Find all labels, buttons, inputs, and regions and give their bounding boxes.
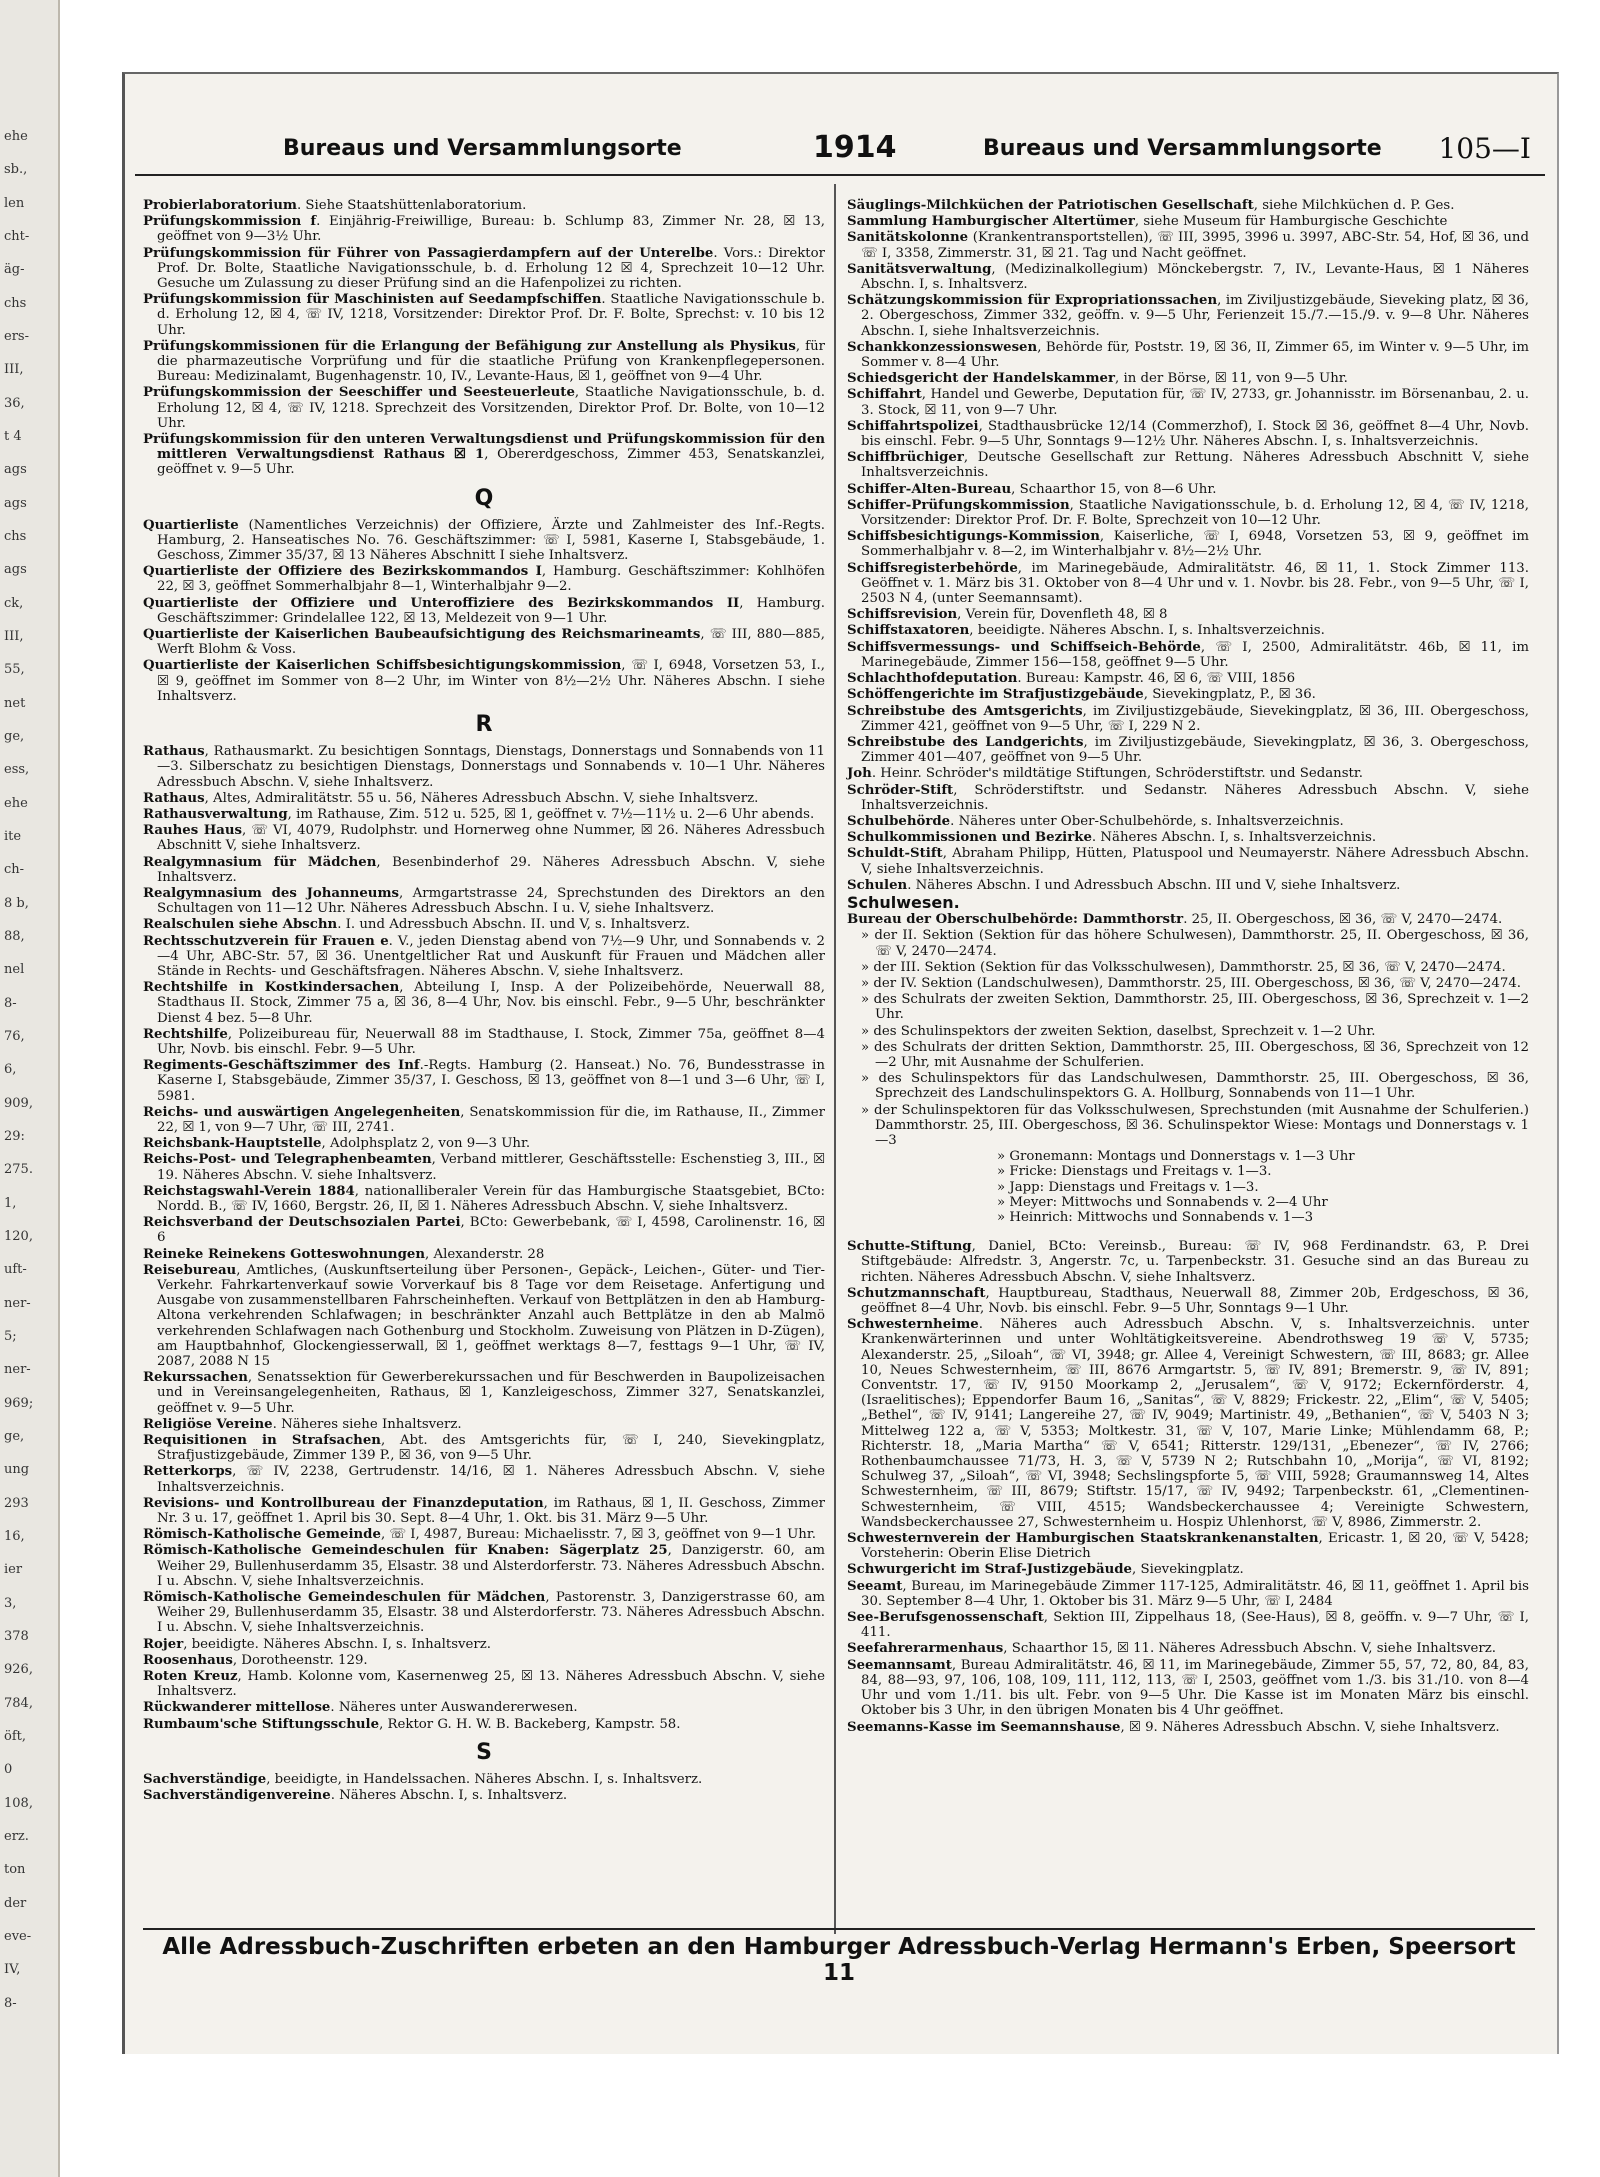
- directory-entry: Schwesternheime. Näheres auch Adressbuch Abschn. V, s. Inhaltsverzeichnis. unter Krankenwärterinnen und unter Wohltätigkeitsvereine. Abendrothsweg 19 ☏ V, 5735; Alexanderstr. 25, „Siloah“, ☏ VI, 3948; gr. Allee 4, Vereinigt Schwestern, ☏ III, 8683; gr. Allee 10, Neues Schwesternheim, ☏ III, 8676 Armgartstr. 5, ☏ IV, 891; Bremerstr. 9, ☏ IV, 891; Conventstr. 17, ☏ IV, 9150 Moorkamp 2, „Jerusalem“, ☏ V, 9172; Eckernförderstr. 4, (Israelitisches); Eppendorfer Baum 16, „Sanitas“, ☏ V, 8829; Frickestr. 22, „Elim“, ☏ V, 5405; „Bethel“, ☏ IV, 9141; Langereihe 27, ☏ IV, 9049; Martinistr. 49, „Bethanien“, ☏ V, 5403 N 3; Mittelweg 122 a, ☏ V, 5353; Moltkestr. 31, ☏ V, 107, Marie Linke; Mühlendamm 68, P.; Richterstr. 18, „Maria Martha“ ☏ V, 6541; Ritterstr. 129/131, „Ebenezer“, ☏ IV, 2766; Rothenbaumchaussee 71/73, H. 3, ☏ V, 5739 N 2; Rutschbahn 10, „Morija“, ☏ VI, 8192; Schulweg 37, „Siloah“, ☏ VI, 3948; Sechslingspforte 5, ☏ VIII, 5928; Graumannsweg 14, Altes Schwesternheim, ☏ III, 8679; Stiftstr. 15/17, ☏ IV, 9492; Tarpenbeckstr. 61, „Clementinen-Schwesternheim, ☏ VIII, 4515; Wandsbeckerchaussee 4; Vereinigte Schwestern, Wandsbeckerchaussee 27, Schwesternheim u. Hospiz Uhlenhorst, ☏ V, 8986, Zimmerstr. 2.: [847, 1317, 1529, 1530]
- directory-entry: Schiffahrt, Handel und Gewerbe, Deputation für, ☏ IV, 2733, gr. Johannisstr. im Börsenanbau, 2. u. 3. Stock, ☒ 11, von 9—7 Uhr.: [847, 387, 1529, 418]
- directory-entry: Schreibstube des Amtsgerichts, im Ziviljustizgebäude, Sievekingplatz, ☒ 36, III. Obergeschoss, Zimmer 421, geöffnet von 9—5 Uhr, ☏ I, 229 N 2.: [847, 703, 1529, 734]
- margin-fragment: 108,: [4, 1795, 33, 1811]
- margin-fragment: 8-: [4, 995, 17, 1011]
- margin-fragment: chs: [4, 529, 27, 544]
- directory-entry: Schiffahrtspolizei, Stadthausbrücke 12/14 (Commerzhof), I. Stock ☒ 36, geöffnet 8—4 Uhr, Novb. bis einschl. Febr. 9—5 Uhr, Sonntags 9—12½ Uhr. Näheres Abschn. I, s. Inhaltsverzeichnis.: [847, 418, 1529, 450]
- directory-entry: Römisch-Katholische Gemeinde, ☏ I, 4987, Bureau: Michaelisstr. 7, ☒ 3, geöffnet von 9—1 Uhr.: [143, 1527, 816, 1543]
- spacer: [847, 1225, 1529, 1239]
- directory-entry: Schiedsgericht der Handelskammer, in der Börse, ☒ 11, von 9—5 Uhr.: [847, 371, 1348, 387]
- margin-fragment: 909,: [4, 1095, 33, 1111]
- directory-entry: Retterkorps, ☏ IV, 2238, Gertrudenstr. 14/16, ☒ 1. Näheres Adressbuch Abschn. V, siehe Inhaltsverzeichnis.: [143, 1464, 825, 1495]
- margin-fragment: 293: [4, 1495, 29, 1511]
- margin-fragment: der: [4, 1895, 27, 1911]
- footer-advertisement: Alle Adressbuch-Zuschriften erbeten an den Hamburger Adressbuch-Verlag Hermann's Erben, Speersort 11: [143, 1928, 1535, 1986]
- page-number: 105—I: [1438, 132, 1531, 165]
- directory-entry: Schulbehörde. Näheres unter Ober-Schulbehörde, s. Inhaltsverzeichnis.: [847, 813, 1344, 829]
- directory-subentry: » des Schulrats der zweiten Sektion, Dammthorstr. 25, III. Obergeschoss, ☒ 36, Sprechzeit v. 1—2 Uhr.: [861, 992, 1529, 1023]
- directory-entry: Schuldt-Stift, Abraham Philipp, Hütten, Platuspool und Neumayerstr. Nähere Adressbuch Abschn. V, siehe Inhaltsverzeichnis.: [847, 846, 1529, 877]
- margin-fragment: ge,: [4, 1429, 25, 1444]
- margin-fragment: ton: [4, 1862, 26, 1878]
- section-letter: R: [475, 712, 493, 738]
- directory-entry: Prüfungskommission für Maschinisten auf Seedampfschiffen. Staatliche Navigationsschule b. d. Erholung 12, ☒ 4, ☏ IV, 1218, Vorsitzender: Direktor Prof. Dr. F. Bolte, Sprechst: v. 10 bis 12 Uhr.: [143, 292, 825, 338]
- directory-entry: Schulen. Näheres Abschn. I und Adressbuch Abschn. III und V, siehe Inhaltsverz.: [847, 877, 1401, 893]
- directory-subentry: » der Schulinspektoren für das Volksschulwesen, Sprechstunden (mit Ausnahme der Schulferien.) Dammthorstr. 25, III. Obergeschoss, ☒ 36. Schulinspektor Wiese: Montags und Donnerstags v. 1—3: [861, 1102, 1529, 1148]
- directory-entry: Schiffstaxatoren, beeidigte. Näheres Abschn. I, s. Inhaltsverzeichnis.: [847, 623, 1325, 639]
- directory-entry: Rathaus, Rathausmarkt. Zu besichtigen Sonntags, Dienstags, Donnerstags und Sonnabends von 11—3. Silberschatz zu besichtigen Dienstags, Donnerstags und Sonnabends v. 10—1 Uhr. Näheres Adressbuch Abschn. V, siehe Inhaltsverz.: [143, 744, 825, 790]
- directory-entry: Rojer, beeidigte. Näheres Abschn. I, s. Inhaltsverz.: [143, 1636, 492, 1652]
- directory-entry: Römisch-Katholische Gemeindeschulen für Mädchen, Pastorenstr. 3, Danzigerstrasse 60, am Weiher 29, Bullenhuserdamm 35, Elsastr. 38 und Alsterdorferstr. 73. Näheres Adressbuch Abschn. I u. Abschn. V, siehe Inhaltsverzeichnis.: [143, 1590, 825, 1636]
- directory-entry: Schreibstube des Landgerichts, im Ziviljustizgebäude, Sievekingplatz, ☒ 36, 3. Obergeschoss, Zimmer 401—407, geöffnet von 9—5 Uhr.: [847, 734, 1529, 766]
- running-head-year: 1914: [813, 130, 897, 165]
- margin-fragment: ite: [4, 829, 22, 844]
- margin-fragment: nel: [4, 962, 25, 978]
- directory-entry: Regiments-Geschäftszimmer des Inf.-Regts. Hamburg (2. Hanseat.) No. 76, Bundesstrasse in Kaserne I, Stabsgebäude, Zimmer 35/37, I. Geschoss, ☒ 13, geöffnet von 8—1 und 3—6 Uhr, ☏ I, 5981.: [143, 1058, 825, 1104]
- directory-entry: Prüfungskommission für den unteren Verwaltungsdienst und Prüfungskommission für den mittleren Verwaltungsdienst Rathaus ☒ 1, Obererdgeschoss, Zimmer 453, Senatskanzlei, geöffnet v. 9—5 Uhr.: [143, 432, 826, 478]
- directory-entry: Quartierliste der Kaiserlichen Schiffsbesichtigungskommission, ☏ I, 6948, Vorsetzen 53, I., ☒ 9, geöffnet im Sommer von 8—2 Uhr, im Winter von 8½—2½ Uhr. Näheres Abschn. I siehe Inhaltsverz.: [143, 658, 825, 704]
- directory-entry: Reisebureau, Amtliches, (Auskunftserteilung über Personen-, Gepäck-, Leichen-, Güter- und Tier-Verkehr. Fahrkartenverkauf sowie Vorverkauf bis 8 Tage vor dem Reisetage. Anfertigung und Ausgabe von zusammenstellbaren Fahrscheinheften. Verkauf von Bettplätzen in den ab Hamburg-Altona verkehrenden Schlafwagen; in beschränkter Anzahl auch Bettplätze in den ab Malmö verkehrenden Schlafwagen nach Gothenburg und Stockholm. Zuweisung von Plätzen in D-Zügen), am Hauptbahnhof, Glockengiesserwall, ☒ 1, geöffnet werktags 8—7, festtags 9—1 Uhr, ☏ IV, 2087, 2088 N 15: [143, 1262, 825, 1370]
- margin-fragment: 55,: [4, 662, 25, 678]
- directory-entry: Schutzmannschaft, Hauptbureau, Stadthaus, Neuerwall 88, Zimmer 20b, Erdgeschoss, ☒ 36, geöffnet 8—4 Uhr, Novb. bis einschl. Febr. 9—5 Uhr, Sonntags 9—1 Uhr.: [847, 1285, 1529, 1317]
- directory-entry: Schiffsrevision, Verein für, Dovenfleth 48, ☒ 8: [847, 607, 1168, 623]
- margin-fragment: 3,: [4, 1595, 17, 1611]
- directory-entry: Quartierliste (Namentliches Verzeichnis) der Offiziere, Ärzte und Zahlmeister des Inf.-Regts. Hamburg, 2. Hanseatisches No. 76. Geschäftszimmer: ☏ I, 5981, Kaserne I, Stabsgebäude, 1. Geschoss, Zimmer 35/37, ☒ 13 Näheres Abschnitt I siehe Inhaltsverz.: [143, 517, 825, 564]
- directory-entry: Sachverständigenvereine. Näheres Abschn. I, s. Inhaltsverz.: [143, 1788, 568, 1804]
- directory-entry: Rechtsschutzverein für Frauen e. V., jeden Dienstag abend von 7½—9 Uhr, und Sonnabends v. 2—4 Uhr, ABC-Str. 57, ☒ 36. Unentgeltlicher Rat und Auskunft für Frauen und Mädchen aller Stände in Rechts- und Geschäftsfragen. Näheres Abschn. V, siehe Inhaltsverz.: [143, 933, 825, 979]
- directory-entry: Realschulen siehe Abschn. I. und Adressbuch Abschn. II. und V, s. Inhaltsverz.: [143, 917, 691, 933]
- directory-entry: Prüfungskommission der Seeschiffer und Seesteuerleute, Staatliche Navigationsschule, b. d. Erholung 12, ☒ 4, ☏ IV, 1218. Sprechzeit des Vorsitzenden, Direktor Prof. Dr. Bolte, von 10—12 Uhr.: [143, 385, 826, 431]
- running-head: [143, 130, 1535, 176]
- margin-fragment: ge,: [4, 729, 25, 744]
- margin-fragment: äg-: [4, 262, 25, 278]
- inspector-hours: » Fricke: Dienstags und Freitags v. 1—3.: [997, 1164, 1272, 1180]
- directory-entry: Bureau der Oberschulbehörde: Dammthorstr. 25, II. Obergeschoss, ☒ 36, ☏ V, 2470—2474.: [847, 912, 1503, 928]
- adjacent-page-edge: [0, 0, 60, 2177]
- directory-entry: Schöffengerichte im Strafjustizgebäude, Sievekingplatz, P., ☒ 36.: [847, 687, 1316, 703]
- inspector-hours: » Meyer: Mittwochs und Sonnabends v. 2—4 Uhr: [997, 1194, 1328, 1210]
- inspector-hours: » Gronemann: Montags und Donnerstags v. 1—3 Uhr: [997, 1149, 1355, 1165]
- directory-entry: See-Berufsgenossenschaft, Sektion III, Zippelhaus 18, (See-Haus), ☒ 8, geöffn. v. 9—7 Uhr, ☏ I, 411.: [847, 1610, 1529, 1641]
- margin-fragment: ner-: [4, 1295, 31, 1311]
- directory-entry: Schiffsbesichtigungs-Kommission, Kaiserliche, ☏ I, 6948, Vorsetzen 53, ☒ 9, geöffnet im Sommerhalbjahr v. 8—2, im Winterhalbjahr v. 8½—2½ Uhr.: [847, 529, 1529, 560]
- directory-entry: Probierlaboratorium. Siehe Staatshüttenlaboratorium.: [143, 198, 527, 213]
- margin-fragment: 120,: [4, 1229, 33, 1244]
- directory-subentry: » der III. Sektion (Sektion für das Volksschulwesen), Dammthorstr. 25, ☒ 36, ☏ V, 2470—2474.: [861, 959, 1506, 975]
- directory-entry: Roosenhaus, Dorotheenstr. 129.: [143, 1652, 368, 1668]
- margin-fragment: cht-: [4, 229, 30, 244]
- margin-fragment: chs: [4, 295, 27, 311]
- directory-entry: Sanitätskolonne (Krankentransportstellen), ☏ III, 3995, 3996 u. 3997, ABC-Str. 54, Hof, ☒ 36, und ☏ I, 3358, Zimmerstr. 31, ☒ 21. Tag und Nacht geöffnet.: [847, 230, 1530, 261]
- margin-fragment: ess,: [4, 762, 30, 778]
- inspector-hours: » Japp: Dienstags und Freitags v. 1—3.: [997, 1179, 1259, 1195]
- margin-fragment: eve-: [4, 1929, 32, 1944]
- directory-entry: Rumbaum'sche Stiftungsschule, Rektor G. H. W. B. Backeberg, Kampstr. 58.: [143, 1716, 681, 1732]
- directory-entry: Rathaus, Altes, Admiralitätstr. 55 u. 56, Näheres Adressbuch Abschn. V, siehe Inhaltsverz.: [143, 790, 759, 806]
- running-head-right: Bureaus und Versammlungsorte: [983, 136, 1382, 161]
- margin-fragment: 88,: [4, 929, 25, 944]
- margin-fragment: ags: [4, 562, 27, 578]
- margin-fragment: t 4: [4, 429, 22, 444]
- directory-entry: Schröder-Stift, Schröderstiftstr. und Sedanstr. Näheres Adressbuch Abschn. V, siehe Inhaltsverzeichnis.: [847, 782, 1529, 813]
- directory-subentry: » des Schulinspektors der zweiten Sektion, daselbst, Sprechzeit v. 1—2 Uhr.: [861, 1023, 1376, 1039]
- margin-fragment: IV,: [4, 1962, 21, 1978]
- margin-fragment: 275.: [4, 1162, 33, 1178]
- directory-entry: Schankkonzessionswesen, Behörde für, Poststr. 19, ☒ 36, II, Zimmer 65, im Winter v. 9—5 Uhr, im Sommer v. 8—4 Uhr.: [847, 339, 1529, 371]
- directory-entry: Schiffer-Alten-Bureau, Schaarthor 15, von 8—6 Uhr.: [847, 481, 1217, 497]
- directory-entry: Schätzungskommission für Expropriationssachen, im Ziviljustizgebäude, Sieveking platz, ☒ 36, 2. Obergeschoss, Zimmer 332, geöffn. v. 9—5 Uhr, Ferienzeit 15./7.—15./9. v. 9—8 Uhr. Näheres Abschn. I, siehe Inhaltsverzeichnis.: [847, 293, 1529, 339]
- margin-fragment: 8-: [4, 1995, 17, 2011]
- directory-subentry: » der IV. Sektion (Landschulwesen), Dammthorstr. 25, III. Obergeschoss, ☒ 36, ☏ V, 2470—2474.: [861, 975, 1521, 991]
- margin-fragment: ier: [4, 1562, 23, 1578]
- margin-fragment: 784,: [4, 1695, 33, 1711]
- directory-entry: Sammlung Hamburgischer Altertümer, siehe Museum für Hamburgische Geschichte: [847, 214, 1448, 230]
- directory-entry: Sanitätsverwaltung, (Medizinalkollegium) Mönckebergstr. 7, IV., Levante-Haus, ☒ 1 Näheres Abschn. I, s. Inhaltsverz.: [847, 261, 1529, 293]
- left-column: [143, 198, 825, 1804]
- margin-fragment: 29:: [4, 1129, 25, 1144]
- section-heading: Schulwesen.: [847, 892, 960, 912]
- margin-fragment: ehe: [4, 129, 28, 144]
- directory-entry: Schiffsregisterbehörde, im Marinegebäude, Admiralitätstr. 46, ☒ 11, 1. Stock Zimmer 113. Geöffnet v. 1. März bis 31. Oktober von 8—4 Uhr und v. 1. Novbr. bis 28. Febr., von 9—5 Uhr, ☏ I, 2503 N 4, (unter Seemannsamt).: [847, 560, 1529, 607]
- directory-entry: Prüfungskommission für Führer von Passagierdampfern auf der Unterelbe. Vors.: Direktor Prof. Dr. Bolte, Staatliche Navigationsschule, b. d. Erholung 12 ☒ 4, Sprechzeit 10—12 Uhr. Gesuche um Zulassung zu dieser Prüfung sind an die Hafenpolizei zu richten.: [143, 245, 825, 292]
- margin-fragment: ehe: [4, 795, 28, 811]
- margin-fragment: uft-: [4, 1262, 27, 1278]
- margin-fragment: 1,: [4, 1195, 17, 1211]
- margin-fragment: 378: [4, 1629, 29, 1644]
- margin-fragment: 969;: [4, 1395, 34, 1411]
- directory-entry: Quartierliste der Offiziere des Bezirkskommandos I, Hamburg. Geschäftszimmer: Kohlhöfen 22, ☒ 3, geöffnet Sommerhalbjahr 8—1, Winterhalbjahr 9—2.: [143, 564, 825, 595]
- directory-entry: Reineke Reinekens Gotteswohnungen, Alexanderstr. 28: [143, 1246, 545, 1262]
- directory-subentry: » des Schulrats der dritten Sektion, Dammthorstr. 25, III. Obergeschoss, ☒ 36, Sprechzeit von 12—2 Uhr, mit Ausnahme der Schulferien.: [861, 1039, 1529, 1070]
- directory-entry: Seemanns-Kasse im Seemannshause, ☒ 9. Näheres Adressbuch Abschn. V, siehe Inhaltsverz.: [847, 1719, 1500, 1735]
- margin-fragment: 16,: [4, 1529, 25, 1544]
- directory-entry: Schiffsvermessungs- und Schiffseich-Behörde, ☏ I, 2500, Admiralitätstr. 46b, ☒ 11, im Marinegebäude, Zimmer 156—158, geöffnet 9—5 Uhr.: [847, 639, 1529, 670]
- directory-entry: Roten Kreuz, Hamb. Kolonne vom, Kasernenweg 25, ☒ 13. Näheres Adressbuch Abschn. V, siehe Inhaltsverz.: [143, 1669, 825, 1700]
- directory-entry: Römisch-Katholische Gemeindeschulen für Knaben: Sägerplatz 25, Danzigerstr. 60, am Weiher 29, Bullenhuserdamm 35, Elsastr. 38 und Alsterdorferstr. 73. Näheres Adressbuch Abschn. I u. Abschn. V, siehe Inhaltsverzeichnis.: [143, 1543, 825, 1589]
- margin-fragment: ch-: [4, 862, 25, 878]
- directory-entry: Realgymnasium für Mädchen, Besenbinderhof 29. Näheres Adressbuch Abschn. V, siehe Inhaltsverz.: [143, 854, 825, 885]
- margin-fragment: ags: [4, 495, 27, 511]
- directory-entry: Prüfungskommissionen für die Erlangung der Befähigung zur Anstellung als Physikus, für die pharmazeutische Vorprüfung und für die staatliche Prüfung von Krankenpflegepersonen. Bureau: Medizinalamt, Bugenhagenstr. 10, IV., Levante-Haus, ☒ 1, geöffnet von 9—4 Uhr.: [143, 338, 826, 385]
- directory-entry: Rechtshilfe in Kostkindersachen, Abteilung I, Insp. A der Polizeibehörde, Neuerwall 88, Stadthaus II. Stock, Zimmer 75 a, ☒ 36, 8—4 Uhr, Nov. bis einschl. Febr., 9—5 Uhr, beschränkter Dienst 4 bez. 5—8 Uhr.: [143, 980, 825, 1026]
- directory-entry: Sachverständige, beeidigte, in Handelssachen. Näheres Abschn. I, s. Inhaltsverz.: [143, 1771, 703, 1787]
- directory-entry: Rekurssachen, Senatssektion für Gewerberekurssachen und für Beschwerden in Baupolizeisachen und in Vereinsangelegenheiten, Rathaus, ☒ 1, Kanzleigeschoss, Zimmer 327, Senatskanzlei, geöffnet v. 9—5 Uhr.: [143, 1370, 825, 1416]
- directory-entry: Schlachthofdeputation. Bureau: Kampstr. 46, ☒ 6, ☏ VIII, 1856: [847, 671, 1296, 687]
- directory-subentry: » der II. Sektion (Sektion für das höhere Schulwesen), Dammthorstr. 25, II. Obergeschoss, ☒ 36, ☏ V, 2470—2474.: [861, 928, 1529, 959]
- directory-entry: Quartierliste der Offiziere und Unteroffiziere des Bezirkskommandos II, Hamburg. Geschäftszimmer: Grindelallee 122, ☒ 13, Meldezeit von 9—1 Uhr.: [143, 595, 825, 626]
- directory-entry: Seefahrerarmenhaus, Schaarthor 15, ☒ 11. Näheres Adressbuch Abschn. V, siehe Inhaltsverz.: [847, 1641, 1497, 1657]
- section-letter: Q: [474, 485, 494, 511]
- section-letter: S: [476, 1739, 492, 1765]
- inspector-hours: » Heinrich: Mittwochs und Sonnabends v. 1—3: [997, 1210, 1314, 1225]
- page: [122, 72, 1559, 2054]
- margin-fragment: ck,: [4, 595, 24, 611]
- directory-entry: Säuglings-Milchküchen der Patriotischen Gesellschaft, siehe Milchküchen d. P. Ges.: [847, 198, 1455, 213]
- margin-fragment: öft,: [4, 1729, 26, 1744]
- margin-fragment: ags: [4, 462, 27, 478]
- directory-entry: Reichs- und auswärtigen Angelegenheiten, Senatskommission für die, im Rathause, II., Zimmer 22, ☒ 1, von 9—7 Uhr, ☏ III, 2741.: [143, 1104, 825, 1135]
- margin-fragment: ner-: [4, 1362, 31, 1378]
- directory-entry: Reichsverband der Deutschsozialen Partei, BCto: Gewerbebank, ☏ I, 4598, Carolinenstr. 16, ☒ 6: [143, 1215, 825, 1246]
- directory-entry: Schutte-Stiftung, Daniel, BCto: Vereinsb., Bureau: ☏ IV, 968 Ferdinandstr. 63, P. Drei Stiftgebäude: Alfredstr. 3, Angerstr. 7c, u. Tarpenbeckstr. 31. Gesuche sind an das Bureau zu richten. Näheres Adressbuch Abschn. V, siehe Inhaltsverz.: [847, 1239, 1529, 1285]
- margin-fragment: ung: [4, 1462, 30, 1478]
- directory-entry: Reichs-Post- und Telegraphenbeamten, Verband mittlerer, Geschäftsstelle: Eschenstieg 3, III., ☒ 19. Näheres Abschn. V. siehe Inhaltsverz.: [143, 1152, 825, 1183]
- directory-entry: Schwurgericht im Straf-Justizgebäude, Sievekingplatz.: [847, 1562, 1244, 1578]
- margin-fragment: III,: [4, 629, 24, 644]
- directory-entry: Religiöse Vereine. Näheres siehe Inhaltsverz.: [143, 1416, 462, 1432]
- directory-entry: Requisitionen in Strafsachen, Abt. des Amtsgerichts für, ☏ I, 240, Sievekingplatz, Strafjustizgebäude, Zimmer 139 P., ☒ 36, von 9—5 Uhr.: [143, 1433, 825, 1464]
- margin-fragment: 36,: [4, 395, 25, 411]
- directory-entry: Joh. Heinr. Schröder's mildtätige Stiftungen, Schröderstiftstr. und Sedanstr.: [847, 766, 1363, 782]
- margin-fragment: erz.: [4, 1829, 29, 1844]
- margin-fragment: ers-: [4, 329, 29, 344]
- directory-entry: Seemannsamt, Bureau Admiralitätstr. 46, ☒ 11, im Marinegebäude, Zimmer 55, 57, 72, 80, 84, 83, 84, 88—93, 97, 106, 108, 109, 111, 112, 113, ☏ I, 2503, geöffnet vom 1./3. bis 31./10. von 8—4 Uhr und vom 1./11. bis ult. Febr. von 9—5 Uhr. Die Kasse ist im Monaten März bis einschl. Oktober bis 3 Uhr, in den übrigen Monaten bis 4 Uhr geöffnet.: [847, 1657, 1529, 1719]
- directory-entry: Schwesternverein der Hamburgischen Staatskrankenanstalten, Ericastr. 1, ☒ 20, ☏ V, 5428; Vorsteherin: Oberin Elise Dietrich: [847, 1531, 1530, 1562]
- directory-entry: Seeamt, Bureau, im Marinegebäude Zimmer 117-125, Admiralitätstr. 46, ☒ 11, geöffnet 1. April bis 30. September 8—4 Uhr, 1. Oktober bis 31. März 9—5 Uhr, ☏ I, 2484: [847, 1578, 1529, 1609]
- directory-entry: Realgymnasium des Johanneums, Armgartstrasse 24, Sprechstunden des Direktors an den Schultagen von 11—12 Uhr. Näheres Adressbuch Abschn. I u. V, siehe Inhaltsverz.: [143, 885, 825, 917]
- margin-fragment: sb.,: [4, 162, 28, 178]
- directory-entry: Schiffer-Prüfungskommission, Staatliche Navigationsschule, b. d. Erholung 12, ☒ 4, ☏ IV, 1218, Vorsitzender: Direktor Prof. Dr. F. Bolte, Sprechzeit von 10—12 Uhr.: [847, 497, 1529, 529]
- column-divider: [834, 184, 836, 1934]
- margin-fragment: 76,: [4, 1029, 25, 1044]
- margin-fragment: 8 b,: [4, 895, 29, 911]
- directory-entry: Revisions- und Kontrollbureau der Finanzdeputation, im Rathaus, ☒ 1, II. Geschoss, Zimmer Nr. 3 u. 17, geöffnet 1. April bis 30. Sept. 8—4 Uhr, 1. Okt. bis 31. März 9—5 Uhr.: [143, 1495, 825, 1527]
- right-column: [847, 198, 1529, 1736]
- directory-entry: Schiffbrüchiger, Deutsche Gesellschaft zur Rettung. Näheres Adressbuch Abschnitt V, siehe Inhaltsverzeichnis.: [847, 450, 1529, 481]
- margin-fragment: len: [4, 195, 25, 211]
- directory-entry: Rechtshilfe, Polizeibureau für, Neuerwall 88 im Stadthause, I. Stock, Zimmer 75a, geöffnet 8—4 Uhr, Novb. bis einschl. Febr. 9—5 Uhr.: [143, 1026, 825, 1057]
- directory-entry: Prüfungskommission f. Einjährig-Freiwillige, Bureau: b. Schlump 83, Zimmer Nr. 28, ☒ 13, geöffnet von 9—3½ Uhr.: [143, 214, 825, 245]
- directory-entry: Quartierliste der Kaiserlichen Baubeaufsichtigung des Reichsmarineamts, ☏ III, 880—885, Werft Blohm & Voss.: [143, 627, 825, 658]
- margin-fragment: 926,: [4, 1662, 33, 1678]
- directory-entry: Reichsbank-Hauptstelle, Adolphsplatz 2, von 9—3 Uhr.: [143, 1136, 531, 1152]
- directory-entry: Rathausverwaltung, im Rathause, Zim. 512 u. 525, ☒ 1, geöffnet v. 7½—11½ u. 2—6 Uhr abends.: [143, 806, 815, 822]
- running-head-left: Bureaus und Versammlungsorte: [283, 136, 682, 161]
- margin-fragment: 5;: [4, 1329, 17, 1344]
- margin-fragment: 6,: [4, 1062, 17, 1078]
- margin-fragment: 0: [4, 1762, 13, 1778]
- margin-fragment: III,: [4, 362, 24, 378]
- directory-entry: Rauhes Haus, ☏ VI, 4079, Rudolphstr. und Hornerweg ohne Nummer, ☒ 26. Näheres Adressbuch Abschnitt V, siehe Inhaltsverz.: [143, 823, 825, 854]
- directory-entry: Reichstagswahl-Verein 1884, nationalliberaler Verein für das Hamburgische Staatsgebiet, BCto: Nordd. B., ☏ IV, 1660, Bergstr. 26, II, ☒ 1. Näheres Adressbuch Abschn. V, siehe Inhaltsverz.: [143, 1183, 825, 1214]
- directory-subentry: » des Schulinspektors für das Landschulwesen, Dammthorstr. 25, III. Obergeschoss, ☒ 36, Sprechzeit des Landschulinspektors G. A. Hollburg, Sonnabends von 11—1 Uhr.: [861, 1071, 1529, 1102]
- directory-entry: Rückwanderer mittellose. Näheres unter Auswandererwesen.: [143, 1700, 578, 1716]
- directory-entry: Schulkommissionen und Bezirke. Näheres Abschn. I, s. Inhaltsverzeichnis.: [847, 830, 1377, 846]
- header-rule: [135, 174, 1545, 176]
- margin-fragment: net: [4, 695, 26, 711]
